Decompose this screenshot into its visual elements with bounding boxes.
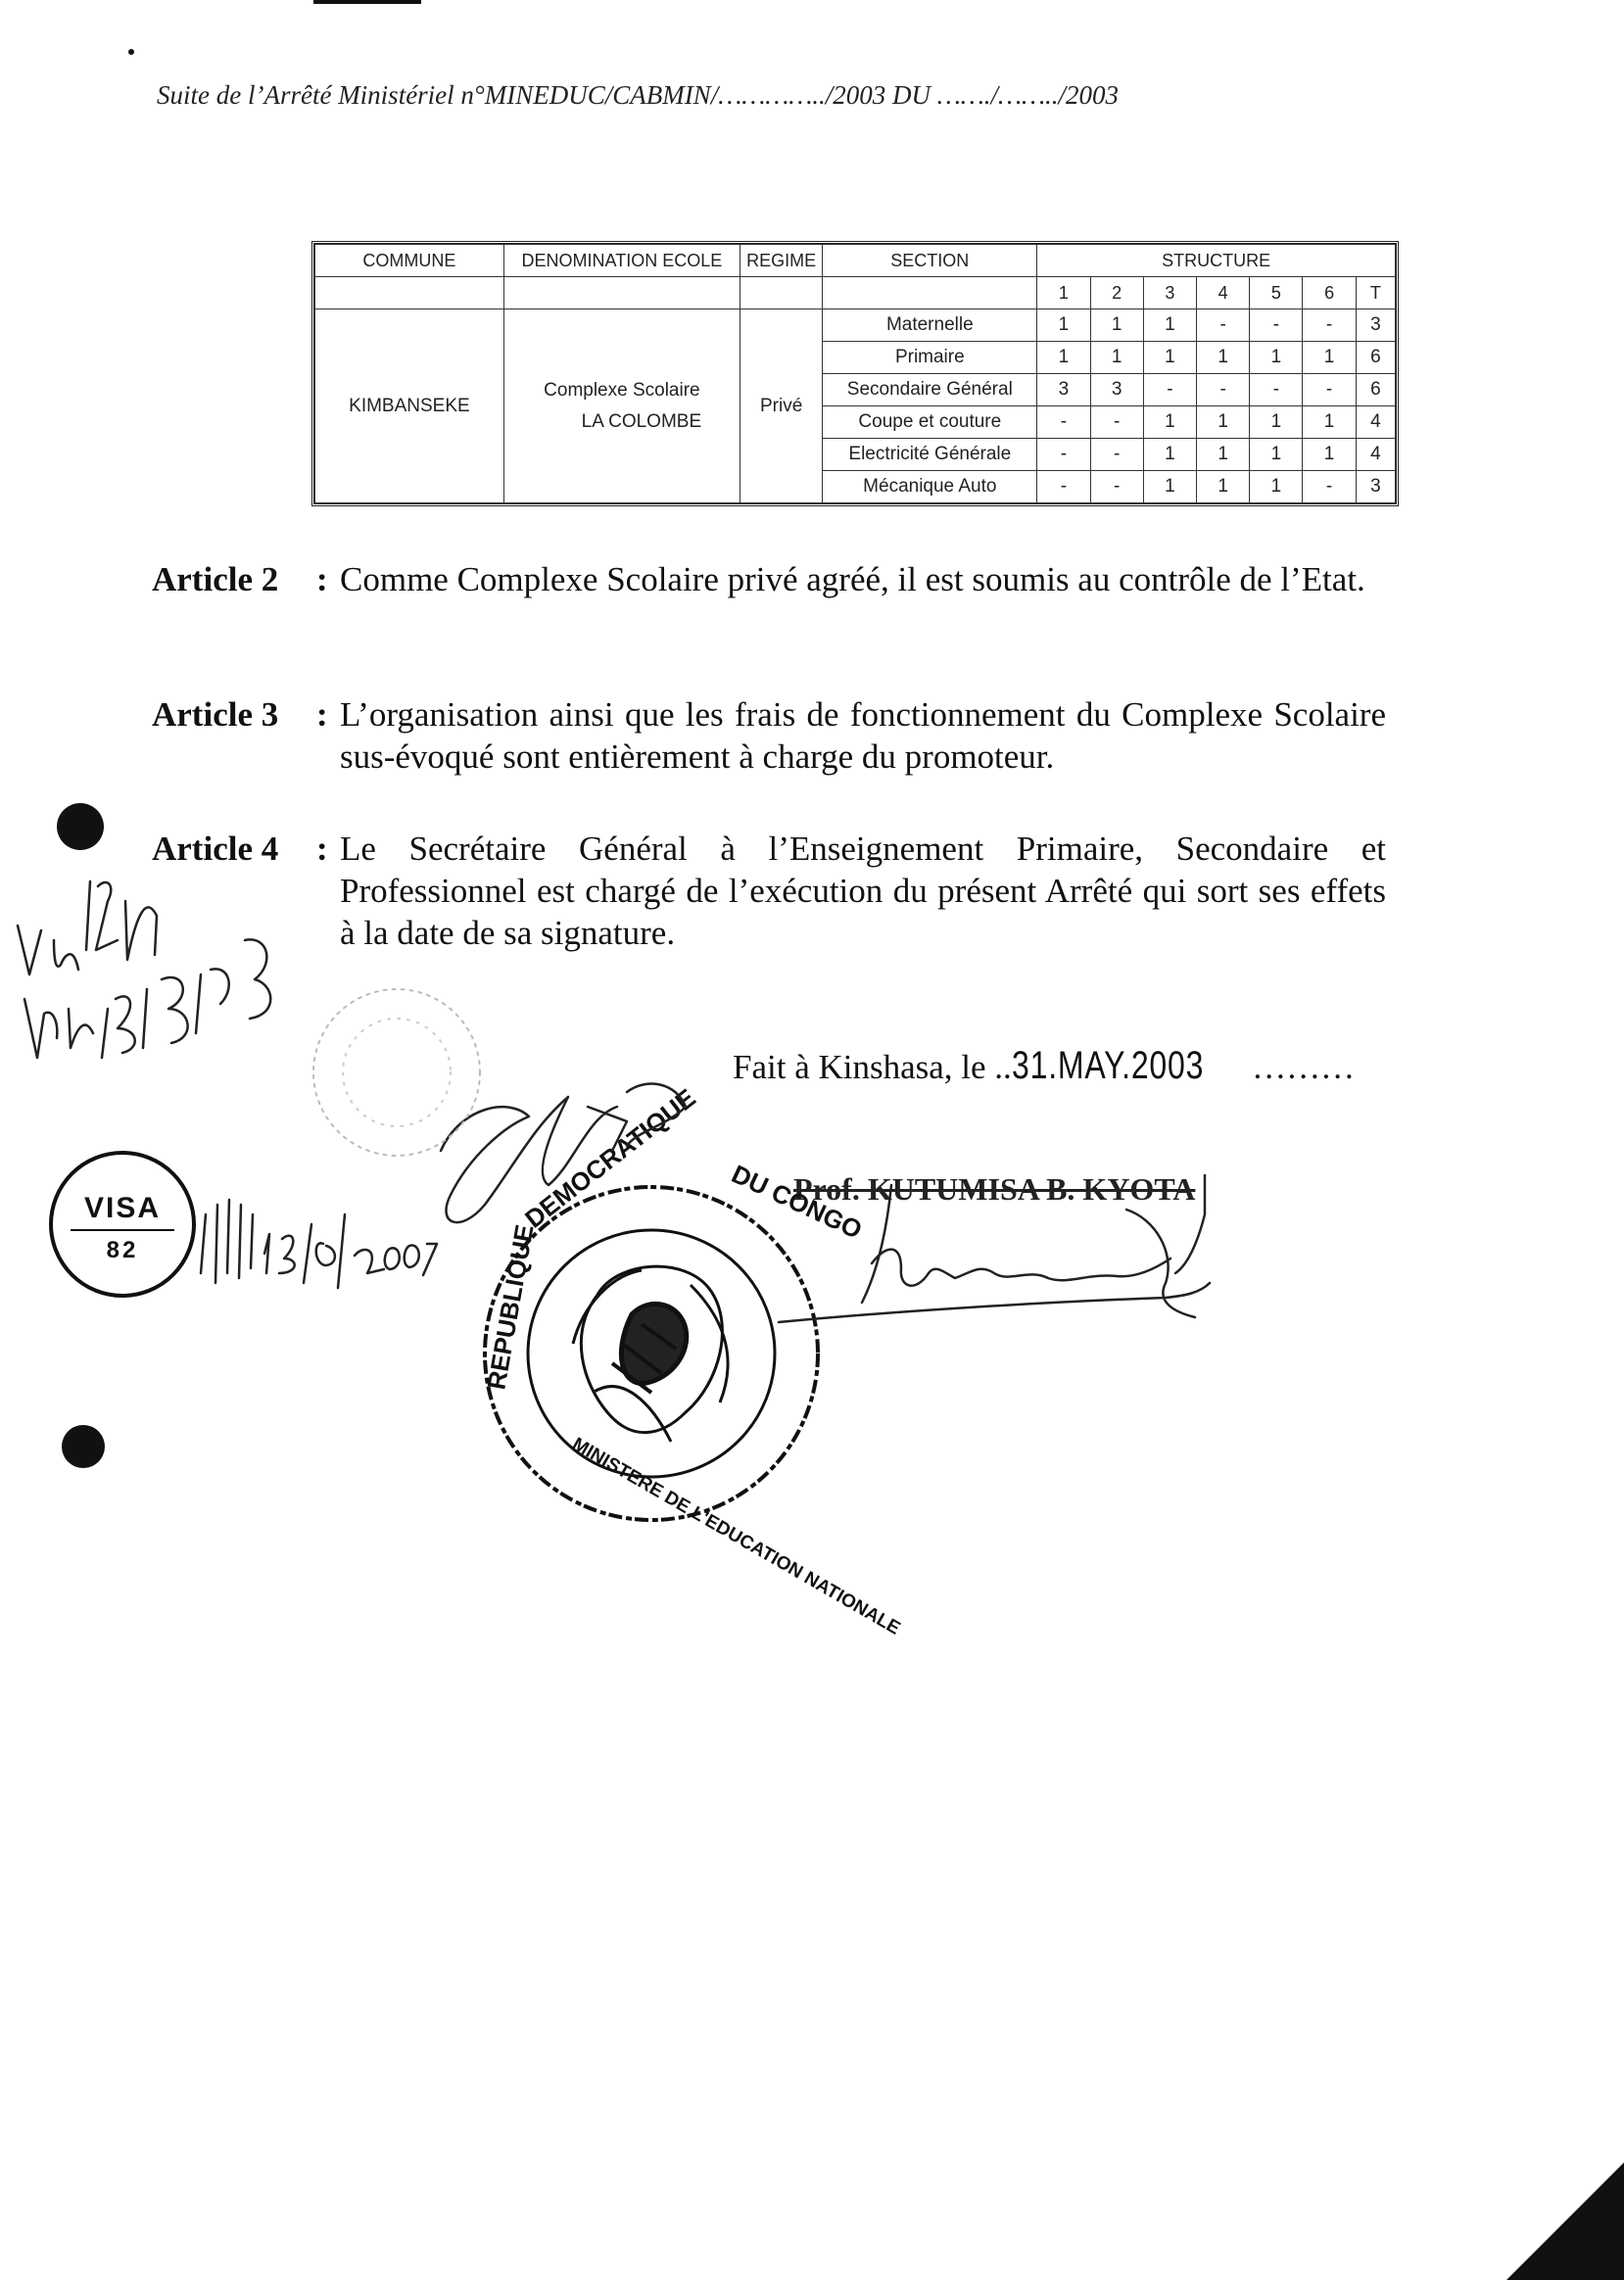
structure-cell: 1: [1197, 471, 1250, 503]
structure-total-cell: 4: [1356, 439, 1395, 471]
structure-cell: 1: [1250, 342, 1303, 374]
section-cell: Maternelle: [823, 309, 1037, 342]
structure-cell: -: [1303, 309, 1356, 342]
section-cell: Electricité Générale: [823, 439, 1037, 471]
date-stamp: 31.MAY.2003: [1011, 1044, 1205, 1087]
structure-col-header: T: [1356, 277, 1395, 309]
structure-cell: -: [1303, 374, 1356, 406]
structure-cell: -: [1197, 374, 1250, 406]
date-trail: ………: [1252, 1048, 1356, 1086]
structure-cell: 1: [1197, 439, 1250, 471]
article-label: Article 4: [152, 830, 279, 868]
structure-total-cell: 6: [1356, 342, 1395, 374]
structure-cell: -: [1090, 439, 1143, 471]
structure-cell: 1: [1303, 342, 1356, 374]
svg-text:MINISTERE DE L'EDUCATION NATIO: MINISTERE DE L'EDUCATION NATIONALE: [568, 1434, 904, 1639]
structure-cell: 1: [1250, 406, 1303, 439]
article-label: Article 3: [152, 695, 279, 734]
structure-cell: -: [1143, 374, 1196, 406]
structure-cell: 1: [1143, 342, 1196, 374]
structure-cell: -: [1303, 471, 1356, 503]
structure-cell: -: [1250, 374, 1303, 406]
structure-cell: 1: [1303, 406, 1356, 439]
header-section: SECTION: [823, 245, 1037, 277]
paraph-scribble: [441, 1084, 686, 1223]
article-text: L’organisation ainsi que les frais de fonctionnement du Complexe Scolaire sus-évoqué sont entièrement à charge du promoteur.: [340, 695, 1386, 776]
visa-divider: [71, 1229, 174, 1231]
article-colon: :: [316, 830, 328, 868]
structure-col-header: 2: [1090, 277, 1143, 309]
header-commune: COMMUNE: [315, 245, 504, 277]
regime-cell: Privé: [740, 309, 822, 503]
structure-total-cell: 6: [1356, 374, 1395, 406]
structure-total-cell: 3: [1356, 471, 1395, 503]
section-cell: Primaire: [823, 342, 1037, 374]
commune-cell: KIMBANSEKE: [315, 309, 504, 503]
svg-text:DU CONGO: DU CONGO: [727, 1159, 867, 1245]
structure-cell: -: [1037, 439, 1090, 471]
signatory-name: Prof. KUTUMISA B. KYOTA: [793, 1171, 1196, 1207]
structure-cell: 3: [1037, 374, 1090, 406]
structure-cell: 1: [1143, 406, 1196, 439]
margin-note-line1: [18, 881, 157, 974]
visa-word: VISA: [83, 1192, 162, 1224]
structure-cell: -: [1037, 406, 1090, 439]
structure-cell: 1: [1143, 439, 1196, 471]
article-colon: :: [316, 560, 328, 598]
structure-cell: 3: [1090, 374, 1143, 406]
school-name-line1: Complexe Scolaire: [544, 379, 700, 401]
structure-cell: -: [1090, 471, 1143, 503]
header-structure: STRUCTURE: [1037, 245, 1396, 277]
official-signature: [779, 1175, 1210, 1322]
visa-handwritten-date: [264, 1214, 437, 1288]
section-cell: Coupe et couture: [823, 406, 1037, 439]
structure-cell: 1: [1303, 439, 1356, 471]
article-text: Comme Complexe Scolaire privé agréé, il est soumis au contrôle de l’Etat.: [340, 560, 1365, 598]
structure-cell: 1: [1143, 471, 1196, 503]
section-cell: Mécanique Auto: [823, 471, 1037, 503]
structure-cell: 1: [1090, 309, 1143, 342]
section-cell: Secondaire Général: [823, 374, 1037, 406]
structure-cell: -: [1090, 406, 1143, 439]
document-header-reference: Suite de l’Arrêté Ministériel n°MINEDUC/CABMIN/…………../2003 DU ……./……../2003: [157, 80, 1120, 110]
structure-cell: 1: [1143, 309, 1196, 342]
structure-cell: -: [1197, 309, 1250, 342]
structure-cell: 1: [1197, 406, 1250, 439]
structure-cell: 1: [1037, 309, 1090, 342]
structure-cell: 1: [1090, 342, 1143, 374]
header-denomination: DENOMINATION ECOLE: [503, 245, 740, 277]
article-text: Le Secrétaire Général à l’Enseignement Primaire, Secondaire et Professionnel est chargé de l’exécution du présent Arrêté qui sort ses effets à la date de sa signature.: [340, 830, 1386, 952]
structure-col-header: 1: [1037, 277, 1090, 309]
structure-total-cell: 4: [1356, 406, 1395, 439]
visa-stamp: [49, 1151, 196, 1298]
structure-cell: 1: [1250, 471, 1303, 503]
place-prefix: Fait à Kinshasa, le ..: [733, 1048, 1012, 1086]
school-name-line2: LA COLOMBE: [581, 410, 702, 432]
structure-col-header: 4: [1197, 277, 1250, 309]
structure-col-header: 6: [1303, 277, 1356, 309]
margin-note-line2: [24, 939, 270, 1058]
structure-cell: -: [1037, 471, 1090, 503]
visa-number: 82: [106, 1237, 139, 1263]
svg-text:DEMOCRATIQUE: DEMOCRATIQUE: [519, 1082, 701, 1234]
article-colon: :: [316, 695, 328, 734]
structure-cell: -: [1250, 309, 1303, 342]
structure-col-header: 5: [1250, 277, 1303, 309]
structure-cell: 1: [1197, 342, 1250, 374]
svg-text:REPUBLIQUE: REPUBLIQUE: [481, 1221, 540, 1393]
header-regime: REGIME: [740, 245, 822, 277]
visa-handwritten-initials: [201, 1200, 253, 1283]
structure-cell: 1: [1250, 439, 1303, 471]
structure-col-header: 3: [1143, 277, 1196, 309]
article-label: Article 2: [152, 560, 279, 598]
structure-total-cell: 3: [1356, 309, 1395, 342]
structure-cell: 1: [1037, 342, 1090, 374]
